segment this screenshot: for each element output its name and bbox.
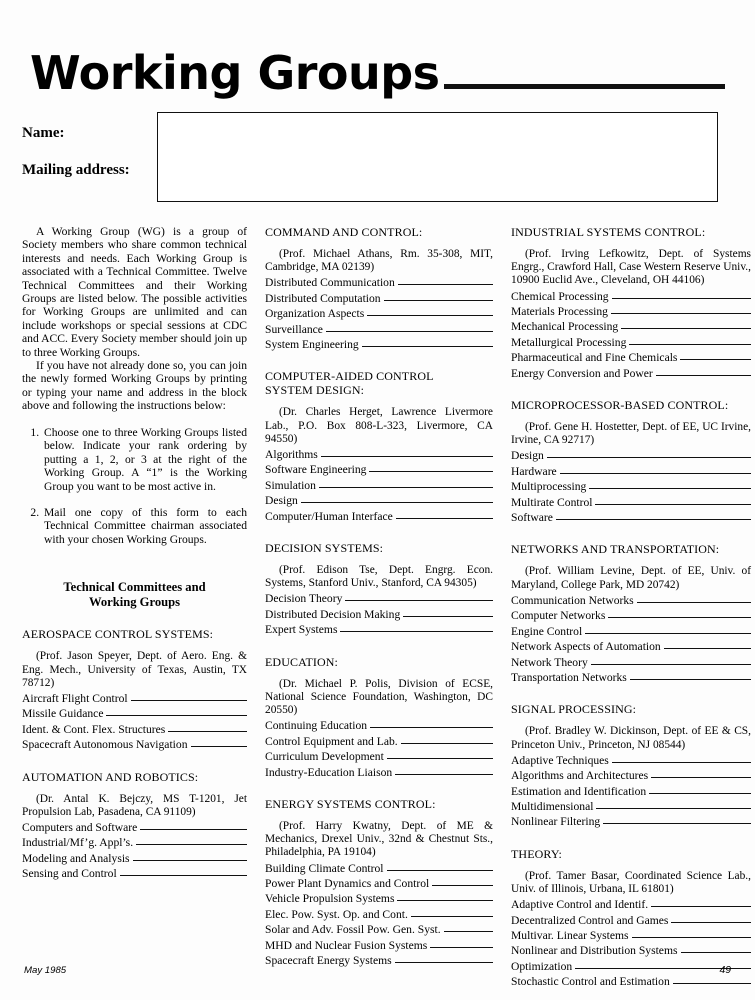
working-group-row[interactable] <box>511 366 751 381</box>
working-group-row[interactable] <box>265 447 493 462</box>
working-group-label: Transportation Networks <box>511 670 627 684</box>
working-group-label: Building Climate Control <box>265 861 384 875</box>
working-group-row[interactable] <box>265 922 493 937</box>
rank-entry-line[interactable] <box>106 706 247 717</box>
committee-chair: (Prof. Tamer Basar, Coordinated Science Lab., Univ. of Illinois, Urbana, IL 61801) <box>511 869 751 895</box>
working-group-row[interactable] <box>511 448 751 463</box>
committee-section <box>265 369 493 524</box>
working-group-list <box>511 289 751 381</box>
footer-page-number: 49 <box>719 965 731 976</box>
working-group-row[interactable] <box>265 509 493 524</box>
working-group-row[interactable] <box>511 943 751 958</box>
committee-section <box>22 770 247 882</box>
rank-entry-line[interactable] <box>136 835 247 846</box>
rank-entry-line[interactable] <box>596 799 751 810</box>
working-group-list <box>265 275 493 352</box>
working-group-label: Computer Networks <box>511 609 606 623</box>
rank-entry-line[interactable] <box>649 784 751 795</box>
working-group-label: Nonlinear Filtering <box>511 815 601 829</box>
working-group-label: Algorithms <box>265 448 318 462</box>
rank-entry-line[interactable] <box>395 953 493 964</box>
working-group-label: Missile Guidance <box>22 707 104 721</box>
working-group-row[interactable] <box>511 639 751 654</box>
intro-paragraph-2: If you have not already done so, you can join the newly formed Working Groups by printing or typing your name and address in the block above and following the instructions below: <box>22 359 247 413</box>
working-group-label: Multirate Control <box>511 495 593 509</box>
rank-entry-line[interactable] <box>387 749 493 760</box>
committee-title: ENERGY SYSTEMS CONTROL: <box>265 796 436 811</box>
working-group-list <box>265 591 493 637</box>
rank-entry-line[interactable] <box>656 366 751 377</box>
working-group-row[interactable] <box>511 768 751 783</box>
working-group-label: Decentralized Control and Games <box>511 913 669 927</box>
rank-entry-line[interactable] <box>671 913 751 924</box>
working-group-row[interactable] <box>511 495 751 510</box>
working-group-row[interactable] <box>265 275 493 290</box>
committee-chair: (Prof. Gene H. Hostetter, Dept. of EE, UC Irvine, Irvine, CA 92717) <box>511 421 751 447</box>
working-group-label: Software <box>511 511 553 525</box>
committee-title: DECISION SYSTEMS: <box>265 541 384 556</box>
working-group-row[interactable] <box>265 478 493 493</box>
page-title: Working Groups <box>30 46 440 100</box>
committee-section <box>511 398 751 525</box>
rank-entry-line[interactable] <box>556 510 751 521</box>
rank-entry-line[interactable] <box>120 866 247 877</box>
working-group-label: Hardware <box>511 464 557 478</box>
instruction-steps <box>22 426 247 547</box>
working-group-label: MHD and Nuclear Fusion Systems <box>265 938 428 952</box>
working-group-label: Industrial/Mf’g. Appl’s. <box>22 836 134 850</box>
working-group-list <box>511 753 751 830</box>
rank-entry-line[interactable] <box>621 319 751 330</box>
committee-chair: (Prof. Irving Lefkowitz, Dept. of Systems Engrg., Crawford Hall, Case Western Reserve Univ., 10900 Euclid Ave., Cleveland, OH 44106) <box>511 248 751 287</box>
working-group-label: Distributed Computation <box>265 291 381 305</box>
working-group-label: Vehicle Propulsion Systems <box>265 892 395 906</box>
working-group-row[interactable] <box>511 335 751 350</box>
working-group-label: Organization Aspects <box>265 307 365 321</box>
committee-section <box>511 542 751 685</box>
rank-entry-line[interactable] <box>612 753 751 764</box>
working-group-row[interactable] <box>265 718 493 733</box>
working-group-label: Aircraft Flight Control <box>22 692 128 706</box>
working-group-label: Elec. Pow. Syst. Op. and Cont. <box>265 907 408 921</box>
working-group-row[interactable] <box>511 479 751 494</box>
working-group-label: Sensing and Control <box>22 867 117 881</box>
working-group-row[interactable] <box>265 734 493 749</box>
committee-chair: (Prof. William Levine, Dept. of EE, Univ. of Maryland, College Park, MD 20742) <box>511 565 751 591</box>
rank-entry-line[interactable] <box>603 814 751 825</box>
committee-section <box>265 797 493 968</box>
working-group-row[interactable] <box>22 706 247 721</box>
committee-title: INDUSTRIAL SYSTEMS CONTROL: <box>511 225 706 239</box>
working-group-row[interactable] <box>511 655 751 670</box>
working-group-label: Solar and Adv. Fossil Pow. Gen. Syst. <box>265 923 441 937</box>
rank-entry-line[interactable] <box>403 607 493 618</box>
rank-entry-line[interactable] <box>133 851 247 862</box>
committee-chair: (Dr. Michael P. Polis, Division of ECSE, National Science Foundation, Washington, DC 20550) <box>265 677 493 717</box>
rank-entry-line[interactable] <box>396 509 493 520</box>
working-group-row[interactable] <box>265 876 493 891</box>
working-group-row[interactable] <box>511 350 751 365</box>
committee-title-line-1: COMPUTER-AIDED CONTROL <box>265 369 434 384</box>
body-columns <box>22 225 751 990</box>
working-group-label: Curriculum Development <box>265 750 384 764</box>
working-group-row[interactable] <box>265 291 493 306</box>
working-group-label: Stochastic Control and Estimation <box>511 975 670 989</box>
working-group-label: Algorithms and Architectures <box>511 769 649 783</box>
committee-title: COMMAND AND CONTROL: <box>265 225 423 239</box>
rank-entry-line[interactable] <box>637 593 751 604</box>
working-group-row[interactable] <box>265 306 493 321</box>
working-group-label: Software Engineering <box>265 463 367 477</box>
name-address-entry-box[interactable] <box>157 112 718 202</box>
working-group-label: Simulation <box>265 478 316 492</box>
rank-entry-line[interactable] <box>301 493 493 504</box>
rank-entry-line[interactable] <box>191 737 248 748</box>
working-group-label: Adaptive Control and Identif. <box>511 898 649 912</box>
rank-entry-line[interactable] <box>326 322 493 333</box>
rank-entry-line[interactable] <box>131 691 247 702</box>
rank-entry-line[interactable] <box>398 275 493 286</box>
working-group-row[interactable] <box>265 591 493 606</box>
committee-title: SIGNAL PROCESSING: <box>511 702 637 717</box>
working-group-row[interactable] <box>22 737 247 752</box>
working-group-list <box>265 718 493 780</box>
rank-entry-line[interactable] <box>362 337 493 348</box>
rank-entry-line[interactable] <box>651 897 751 908</box>
instruction-step: 2. Mail one copy of this form to each Technical Committee chairman associated with your chosen Working Groups. <box>42 506 247 547</box>
working-group-label: Mechanical Processing <box>511 320 619 334</box>
working-group-row[interactable] <box>511 464 751 479</box>
working-group-row[interactable] <box>511 799 751 814</box>
rank-entry-line[interactable] <box>321 447 493 458</box>
working-group-label: Distributed Decision Making <box>265 607 401 621</box>
working-group-label: Modeling and Analysis <box>22 851 130 865</box>
working-group-label: Design <box>265 494 298 508</box>
column-left <box>22 225 247 990</box>
working-group-label: Spacecraft Energy Systems <box>265 953 392 967</box>
working-group-row[interactable] <box>511 897 751 912</box>
rank-entry-line[interactable] <box>140 820 247 831</box>
rank-entry-line[interactable] <box>444 922 493 933</box>
working-group-label: Communication Networks <box>511 593 634 607</box>
committee-section <box>265 541 493 638</box>
rank-entry-line[interactable] <box>319 478 493 489</box>
working-group-list <box>511 448 751 525</box>
working-group-label: Industry-Education Liaison <box>265 765 393 779</box>
committee-section <box>511 702 751 829</box>
rank-entry-line[interactable] <box>591 655 751 666</box>
working-group-label: Continuing Education <box>265 719 368 733</box>
working-group-row[interactable] <box>511 814 751 829</box>
instruction-step: 1. Choose one to three Working Groups listed below. Indicate your rank ordering by putting a 1, 2, or 3 at the right of the Working Group. A “1” is the Working Group you want to be most active in. <box>42 426 247 494</box>
masthead <box>30 38 725 98</box>
working-group-label: Multiprocessing <box>511 480 587 494</box>
working-group-list <box>511 593 751 685</box>
column-middle <box>265 225 493 990</box>
rank-entry-line[interactable] <box>585 624 751 635</box>
working-group-row[interactable] <box>511 304 751 319</box>
rank-entry-line[interactable] <box>345 591 493 602</box>
rank-entry-line[interactable] <box>411 907 493 918</box>
masthead-rule <box>444 84 725 89</box>
committee-title: MICROPROCESSOR-BASED CONTROL: <box>511 398 729 413</box>
rank-entry-line[interactable] <box>681 943 752 954</box>
committee-chair: (Dr. Charles Herget, Lawrence Livermore Lab., P.O. Box 808-L-323, Livermore, CA 94550) <box>265 406 493 445</box>
rank-entry-line[interactable] <box>370 718 493 729</box>
rank-entry-line[interactable] <box>589 479 751 490</box>
working-group-row[interactable] <box>511 913 751 928</box>
working-group-list <box>265 447 493 524</box>
working-group-row[interactable] <box>22 835 247 850</box>
committee-title: AUTOMATION AND ROBOTICS: <box>22 769 199 784</box>
rank-entry-line[interactable] <box>367 306 493 317</box>
committee-chair: (Prof. Bradley W. Dickinson, Dept. of EE & CS, Princeton Univ., Princeton, NJ 08544) <box>511 725 751 751</box>
working-group-row[interactable] <box>265 765 493 780</box>
working-group-label: Power Plant Dynamics and Control <box>265 876 430 890</box>
working-group-row[interactable] <box>265 622 493 637</box>
working-group-label: Computers and Software <box>22 821 138 835</box>
working-group-row[interactable] <box>265 861 493 876</box>
committee-section <box>265 225 493 352</box>
rank-entry-line[interactable] <box>369 462 493 473</box>
rank-entry-line[interactable] <box>595 495 751 506</box>
rank-entry-line[interactable] <box>612 289 751 300</box>
working-group-row[interactable] <box>511 670 751 685</box>
working-group-row[interactable] <box>22 722 247 737</box>
working-group-row[interactable] <box>265 322 493 337</box>
working-group-label: Decision Theory <box>265 592 343 606</box>
column-right <box>511 225 751 990</box>
rank-entry-line[interactable] <box>395 765 493 776</box>
working-group-label: Network Theory <box>511 655 588 669</box>
intro-paragraph-1: A Working Group (WG) is a group of Society members who share common technical interests and needs. Each Working Group is associated with a Technical Committee. Twelve Technical Committees and their Working Groups are listed below. The possible activities for Working Groups are unlimited and can include workshops or special sessions at CDC and ACC. Every Society member should join up to three Working Groups. <box>22 225 247 359</box>
committee-chair: (Dr. Antal K. Bejczy, MS T-1201, Jet Propulsion Lab, Pasadena, CA 91109) <box>22 792 247 818</box>
working-group-row[interactable] <box>511 289 751 304</box>
working-group-row[interactable] <box>511 319 751 334</box>
working-group-list <box>22 691 247 753</box>
rank-entry-line[interactable] <box>397 891 493 902</box>
committee-chair: (Prof. Harry Kwatny, Dept. of ME & Mechanics, Drexel Univ., 32nd & Chestnut Sts., Philadelphia, PA 19104) <box>265 819 493 859</box>
rank-entry-line[interactable] <box>608 608 751 619</box>
committee-title: NETWORKS AND TRANSPORTATION: <box>511 542 720 557</box>
committee-title <box>265 369 493 397</box>
working-group-label: Distributed Communication <box>265 276 395 290</box>
tc-heading-line-2: Working Groups <box>88 595 181 610</box>
footer-date: May 1985 <box>24 965 67 976</box>
working-group-label: Surveillance <box>265 322 323 336</box>
rank-entry-line[interactable] <box>401 734 493 745</box>
working-group-row[interactable] <box>22 820 247 835</box>
working-group-label: Optimization <box>511 959 573 973</box>
technical-committees-heading <box>22 580 247 610</box>
working-group-label: Nonlinear and Distribution Systems <box>511 944 678 958</box>
working-group-row[interactable] <box>511 928 751 943</box>
working-group-row[interactable] <box>265 337 493 352</box>
working-group-label: Design <box>511 449 544 463</box>
committee-section <box>511 225 751 381</box>
committee-chair: (Prof. Michael Athans, Rm. 35-308, MIT, Cambridge, MA 02139) <box>265 248 493 274</box>
working-group-row[interactable] <box>265 907 493 922</box>
working-group-label: Spacecraft Autonomous Navigation <box>22 738 188 752</box>
rank-entry-line[interactable] <box>611 304 751 315</box>
page-footer <box>24 965 731 976</box>
working-group-label: Multidimensional <box>511 799 594 813</box>
working-group-row[interactable] <box>265 938 493 953</box>
working-group-row[interactable] <box>511 784 751 799</box>
working-group-label: Computer/Human Interface <box>265 509 393 523</box>
working-group-row[interactable] <box>265 607 493 622</box>
working-group-row[interactable] <box>265 462 493 477</box>
rank-entry-line[interactable] <box>430 938 493 949</box>
mailing-address-label: Mailing address: <box>22 162 130 178</box>
working-group-row[interactable] <box>511 608 751 623</box>
working-group-label: Adaptive Techniques <box>511 753 609 767</box>
committee-section <box>265 655 493 780</box>
working-group-list <box>265 861 493 969</box>
working-group-label: Ident. & Cont. Flex. Structures <box>22 722 166 736</box>
working-group-label: Estimation and Identification <box>511 784 647 798</box>
working-group-label: Pharmaceutical and Fine Chemicals <box>511 351 678 365</box>
committee-section <box>22 627 247 752</box>
working-group-list <box>22 820 247 882</box>
working-group-row[interactable] <box>22 691 247 706</box>
rank-entry-line[interactable] <box>680 350 751 361</box>
working-group-row[interactable] <box>511 510 751 525</box>
committee-title: THEORY: <box>511 846 562 861</box>
working-group-label: Metallurgical Processing <box>511 335 627 349</box>
working-group-label: Chemical Processing <box>511 289 609 303</box>
working-group-row[interactable] <box>511 624 751 639</box>
working-group-label: System Engineering <box>265 338 359 352</box>
working-group-label: Materials Processing <box>511 305 608 319</box>
rank-entry-line[interactable] <box>632 928 751 939</box>
working-group-row[interactable] <box>265 891 493 906</box>
rank-entry-line[interactable] <box>432 876 493 887</box>
working-group-label: Energy Conversion and Power <box>511 366 653 380</box>
name-label: Name: <box>22 125 65 141</box>
rank-entry-line[interactable] <box>340 622 493 633</box>
working-group-row[interactable] <box>265 493 493 508</box>
rank-entry-line[interactable] <box>630 670 751 681</box>
rank-entry-line[interactable] <box>629 335 751 346</box>
working-group-row[interactable] <box>511 974 751 989</box>
form-labels <box>22 126 162 200</box>
committee-title-line-2: SYSTEM DESIGN: <box>265 383 365 398</box>
rank-entry-line[interactable] <box>664 639 751 650</box>
rank-entry-line[interactable] <box>651 768 751 779</box>
tc-heading-line-1: Technical Committees and <box>63 580 206 595</box>
working-group-label: Network Aspects of Automation <box>511 640 661 654</box>
committee-title: AEROSPACE CONTROL SYSTEMS: <box>22 627 214 642</box>
rank-entry-line[interactable] <box>384 291 493 302</box>
working-group-row[interactable] <box>511 593 751 608</box>
committee-chair: (Prof. Edison Tse, Dept. Engrg. Econ. Systems, Stanford Univ., Stanford, CA 94305) <box>265 564 493 590</box>
rank-entry-line[interactable] <box>560 464 751 475</box>
working-group-row[interactable] <box>265 749 493 764</box>
committee-chair: (Prof. Jason Speyer, Dept. of Aero. Eng. & Eng. Mech., University of Texas, Austin, TX 78712) <box>22 650 247 689</box>
committee-title: EDUCATION: <box>265 654 338 669</box>
rank-entry-line[interactable] <box>547 448 751 459</box>
rank-entry-line[interactable] <box>387 861 493 872</box>
rank-entry-line[interactable] <box>168 722 247 733</box>
working-group-row[interactable] <box>511 753 751 768</box>
working-group-label: Engine Control <box>511 624 583 638</box>
working-group-row[interactable] <box>22 866 247 881</box>
working-group-row[interactable] <box>22 851 247 866</box>
working-group-label: Expert Systems <box>265 623 338 637</box>
working-group-label: Multivar. Linear Systems <box>511 928 629 942</box>
working-group-label: Control Equipment and Lab. <box>265 734 398 748</box>
